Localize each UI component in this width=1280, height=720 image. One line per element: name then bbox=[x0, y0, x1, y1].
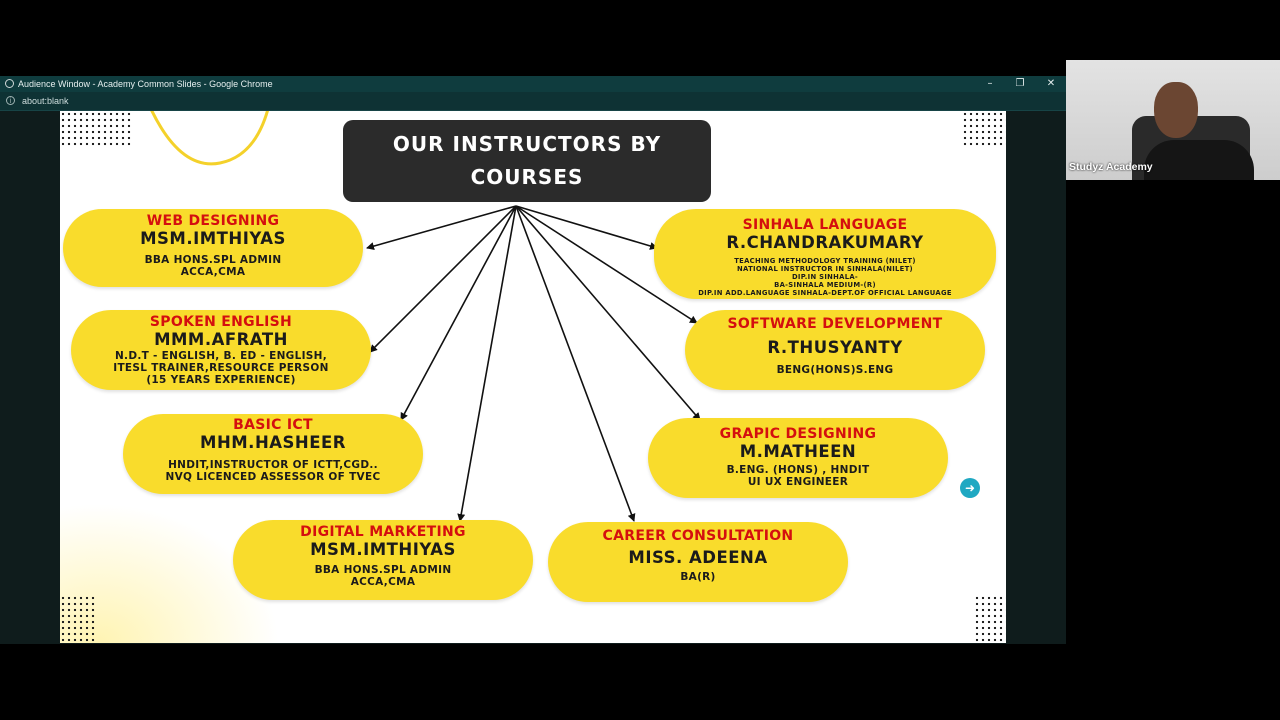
instructor-card-digital-marketing bbox=[233, 520, 533, 600]
instructor-name: R.CHANDRAKUMARY bbox=[726, 233, 924, 252]
course-label: SPOKEN ENGLISH bbox=[149, 314, 293, 330]
instructor-card-sinhala-language bbox=[654, 209, 996, 299]
restore-button[interactable]: ❐ bbox=[1015, 78, 1025, 89]
instructor-qualifications: B.ENG. (HONS) , HNDIT UI UX ENGINEER bbox=[726, 464, 870, 488]
window-title: Audience Window - Academy Common Slides - Google Chrome bbox=[18, 79, 273, 89]
instructor-qualifications: HNDIT,INSTRUCTOR OF ICTT,CGD.. NVQ LICENCED ASSESSOR OF TVEC bbox=[165, 459, 381, 483]
instructor-qualifications: BENG(HONS)S.ENG bbox=[776, 364, 894, 376]
instructor-qualifications: BBA HONS.SPL ADMIN ACCA,CMA bbox=[144, 254, 282, 278]
instructor-qualifications: N.D.T - ENGLISH, B. ED - ENGLISH, ITESL TRAINER,RESOURCE PERSON (15 YEARS EXPERIENCE) bbox=[113, 350, 329, 386]
address-bar[interactable] bbox=[0, 92, 1066, 111]
course-label: GRAPIC DESIGNING bbox=[719, 426, 877, 442]
instructor-card-grapic-designing bbox=[648, 418, 948, 498]
slide-title: OUR INSTRUCTORS BY COURSES bbox=[343, 120, 711, 202]
title-bar bbox=[0, 76, 1066, 92]
url-text[interactable]: about:blank bbox=[22, 96, 69, 106]
instructor-name: M.MATHEEN bbox=[739, 442, 857, 461]
instructor-name: MMM.AFRATH bbox=[154, 330, 288, 349]
next-slide-arrow-icon[interactable]: ➜ bbox=[960, 478, 980, 498]
webcam-tile[interactable] bbox=[1066, 60, 1280, 180]
minimize-button[interactable]: – bbox=[987, 78, 993, 89]
course-label: SINHALA LANGUAGE bbox=[742, 217, 908, 233]
course-label: CAREER CONSULTATION bbox=[602, 528, 794, 544]
instructor-name: MISS. ADEENA bbox=[628, 548, 768, 567]
instructor-qualifications: BBA HONS.SPL ADMIN ACCA,CMA bbox=[314, 564, 452, 588]
course-label: SOFTWARE DEVELOPMENT bbox=[727, 316, 943, 332]
instructor-card-spoken-english bbox=[71, 310, 371, 390]
close-button[interactable]: ✕ bbox=[1046, 78, 1056, 89]
instructor-name: MSM.IMTHIYAS bbox=[310, 540, 456, 559]
participant-name: Studyz Academy bbox=[1069, 161, 1153, 173]
instructor-card-web-designing bbox=[63, 209, 363, 287]
chrome-icon bbox=[5, 79, 14, 88]
instructor-card-basic-ict bbox=[123, 414, 423, 494]
instructor-name: R.THUSYANTY bbox=[767, 338, 903, 357]
instructor-qualifications: TEACHING METHODOLOGY TRAINING (NILET) NATIONAL INSTRUCTOR IN SINHALA(NILET) DIP.IN SINHALA- BA-SINHALA MEDIUM-(R) DIP.IN ADD.LANGUAGE SINHALA-DEPT.OF OFFICIAL LANGUAGE bbox=[698, 257, 952, 297]
instructor-card-software-development bbox=[685, 310, 985, 390]
course-label: DIGITAL MARKETING bbox=[300, 524, 466, 540]
instructor-card-career-consultation bbox=[548, 522, 848, 602]
webcam-person-body bbox=[1144, 140, 1254, 180]
course-label: WEB DESIGNING bbox=[146, 213, 280, 229]
info-icon[interactable]: i bbox=[6, 96, 15, 105]
instructor-name: MHM.HASHEER bbox=[200, 433, 346, 452]
instructor-qualifications: BA(R) bbox=[680, 571, 716, 583]
instructor-name: MSM.IMTHIYAS bbox=[140, 229, 286, 248]
webcam-person-head bbox=[1154, 82, 1198, 138]
presentation-slide bbox=[60, 111, 1006, 643]
course-label: BASIC ICT bbox=[233, 417, 313, 433]
